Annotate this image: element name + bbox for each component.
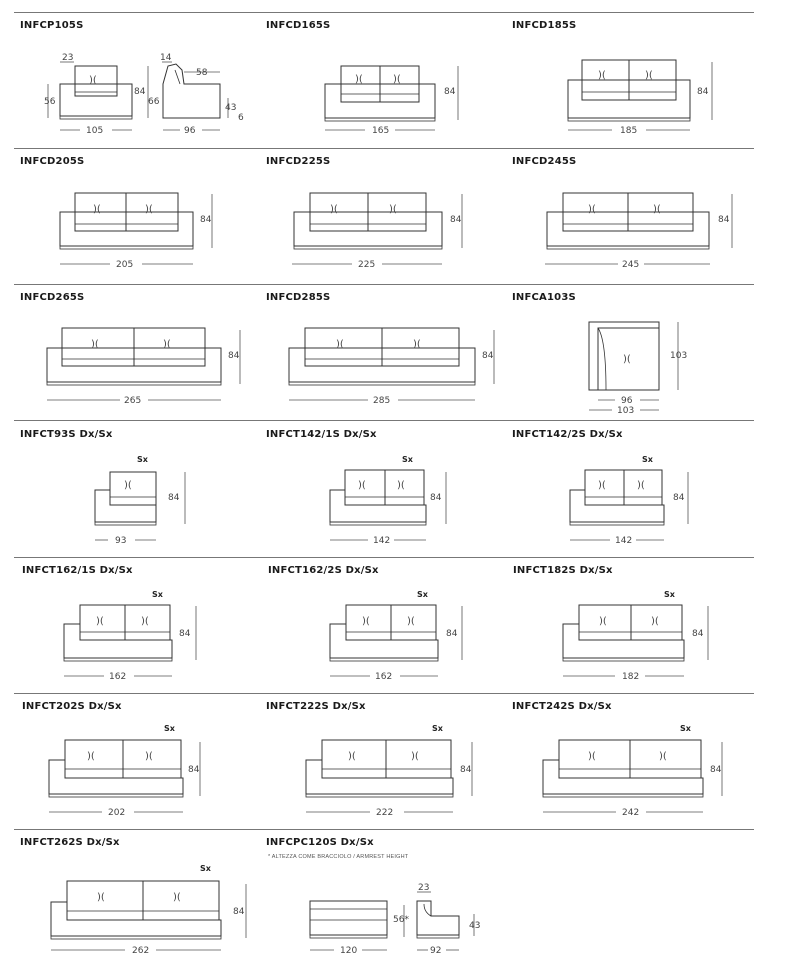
model-code: INFCT162/2S Dx/Sx bbox=[268, 565, 379, 576]
model-code: INFCT222S Dx/Sx bbox=[266, 701, 366, 712]
dim-label: 84 bbox=[228, 351, 240, 361]
dim-label: 245 bbox=[622, 260, 640, 270]
svg-text:)(: )( bbox=[145, 204, 153, 215]
dim-label: 84 bbox=[450, 215, 462, 225]
svg-text:)(: )( bbox=[91, 339, 99, 350]
dim-label: 142 bbox=[373, 536, 391, 546]
svg-text:)(: )( bbox=[173, 892, 181, 903]
dim-label: 84 bbox=[168, 493, 180, 503]
dim-label: 103 bbox=[670, 351, 688, 361]
model-code: INFCA103S bbox=[512, 292, 576, 303]
dim-label: 103 bbox=[617, 406, 635, 416]
dim-label: 84 bbox=[460, 765, 472, 775]
model-code: INFCP105S bbox=[20, 20, 84, 31]
dim-label: 84 bbox=[718, 215, 730, 225]
side-label: Sx bbox=[200, 864, 211, 873]
side-label: Sx bbox=[152, 590, 163, 599]
svg-text:)(: )( bbox=[141, 616, 149, 627]
dim-label: 84 bbox=[430, 493, 442, 503]
svg-text:)(: )( bbox=[145, 751, 153, 762]
svg-text:)(: )( bbox=[598, 480, 606, 491]
armrest-height-note: * ALTEZZA COME BRACCIOLO / ARMREST HEIGHT bbox=[268, 854, 409, 860]
dim-label: 84 bbox=[673, 493, 685, 503]
svg-text:)(: )( bbox=[93, 204, 101, 215]
model-code: INFCT162/1S Dx/Sx bbox=[22, 565, 133, 576]
dim-label: 43 bbox=[469, 921, 481, 931]
model-code: INFCPC120S Dx/Sx bbox=[266, 837, 374, 848]
svg-text:)(: )( bbox=[389, 204, 397, 215]
dim-label: 205 bbox=[116, 260, 134, 270]
dim-label: 84 bbox=[233, 907, 245, 917]
dim-label: 202 bbox=[108, 808, 126, 818]
model-code: INFCT142/1S Dx/Sx bbox=[266, 429, 377, 440]
svg-text:)(: )( bbox=[87, 751, 95, 762]
dim-label: 265 bbox=[124, 396, 142, 406]
svg-text:)(: )( bbox=[659, 751, 667, 762]
model-code: INFCT242S Dx/Sx bbox=[512, 701, 612, 712]
dim-label: 43 bbox=[225, 103, 237, 113]
model-code: INFCD225S bbox=[266, 156, 331, 167]
side-label: Sx bbox=[680, 724, 691, 733]
model-code: INFCD185S bbox=[512, 20, 577, 31]
side-label: Sx bbox=[432, 724, 443, 733]
svg-text:)(: )( bbox=[623, 354, 631, 365]
svg-text:)(: )( bbox=[330, 204, 338, 215]
side-label: Sx bbox=[417, 590, 428, 599]
model-code: INFCD265S bbox=[20, 292, 85, 303]
svg-text:)(: )( bbox=[393, 74, 401, 85]
svg-text:)(: )( bbox=[163, 339, 171, 350]
model-code: INFCT93S Dx/Sx bbox=[20, 429, 113, 440]
dim-label: 92 bbox=[430, 946, 442, 956]
svg-text:)(: )( bbox=[651, 616, 659, 627]
dim-label: 96 bbox=[184, 126, 196, 136]
model-code: INFCD165S bbox=[266, 20, 331, 31]
dim-label: 66 bbox=[148, 97, 160, 107]
svg-text:)(: )( bbox=[588, 204, 596, 215]
dim-label: 162 bbox=[375, 672, 393, 682]
dim-label: 56 bbox=[44, 97, 56, 107]
dim-label: 6 bbox=[238, 113, 244, 123]
side-label: Sx bbox=[642, 455, 653, 464]
svg-text:)(: )( bbox=[96, 616, 104, 627]
svg-text:)(: )( bbox=[645, 70, 653, 81]
svg-text:)(: )( bbox=[588, 751, 596, 762]
side-label: Sx bbox=[164, 724, 175, 733]
dim-label: 96 bbox=[621, 396, 633, 406]
dim-label: 84 bbox=[446, 629, 458, 639]
svg-text:)(: )( bbox=[355, 74, 363, 85]
dim-label: 58 bbox=[196, 68, 208, 78]
dim-label: 142 bbox=[615, 536, 633, 546]
model-code: INFCT202S Dx/Sx bbox=[22, 701, 122, 712]
dim-label: 182 bbox=[622, 672, 640, 682]
dim-label: 162 bbox=[109, 672, 127, 682]
dim-label: 23 bbox=[418, 883, 430, 893]
dim-label: 225 bbox=[358, 260, 376, 270]
svg-text:)(: )( bbox=[599, 616, 607, 627]
model-code: INFCD205S bbox=[20, 156, 85, 167]
dim-label: 23 bbox=[62, 53, 74, 63]
dim-label: 84 bbox=[200, 215, 212, 225]
model-code: INFCD285S bbox=[266, 292, 331, 303]
svg-text:)(: )( bbox=[598, 70, 606, 81]
model-code: INFCD245S bbox=[512, 156, 577, 167]
svg-text:)(: )( bbox=[348, 751, 356, 762]
dim-label: 84 bbox=[188, 765, 200, 775]
dim-label: 93 bbox=[115, 536, 127, 546]
svg-text:)(: )( bbox=[362, 616, 370, 627]
dim-label: 222 bbox=[376, 808, 394, 818]
dim-label: 84 bbox=[444, 87, 456, 97]
dim-label: 84 bbox=[692, 629, 704, 639]
dim-label: 105 bbox=[86, 126, 104, 136]
model-code: INFCT182S Dx/Sx bbox=[513, 565, 613, 576]
svg-text:)(: )( bbox=[653, 204, 661, 215]
svg-text:)(: )( bbox=[97, 892, 105, 903]
model-code: INFCT142/2S Dx/Sx bbox=[512, 429, 623, 440]
model-code: INFCT262S Dx/Sx bbox=[20, 837, 120, 848]
side-label: Sx bbox=[402, 455, 413, 464]
dim-label: 84 bbox=[482, 351, 494, 361]
svg-text:)(: )( bbox=[397, 480, 405, 491]
svg-text:)(: )( bbox=[124, 480, 132, 491]
svg-text:)(: )( bbox=[637, 480, 645, 491]
dim-label: 84 bbox=[179, 629, 191, 639]
dim-label: 84 bbox=[697, 87, 709, 97]
side-label: Sx bbox=[664, 590, 675, 599]
svg-text:)(: )( bbox=[89, 75, 97, 86]
dim-label: 14 bbox=[160, 53, 172, 63]
dim-label: 84 bbox=[710, 765, 722, 775]
dim-label: 185 bbox=[620, 126, 638, 136]
svg-text:)(: )( bbox=[407, 616, 415, 627]
dim-label: 56* bbox=[393, 915, 409, 925]
dim-label: 120 bbox=[340, 946, 358, 956]
dim-label: 285 bbox=[373, 396, 391, 406]
dim-label: 262 bbox=[132, 946, 150, 956]
dim-label: 165 bbox=[372, 126, 390, 136]
dim-label: 84 bbox=[134, 87, 146, 97]
svg-text:)(: )( bbox=[358, 480, 366, 491]
svg-text:)(: )( bbox=[413, 339, 421, 350]
svg-text:)(: )( bbox=[411, 751, 419, 762]
side-label: Sx bbox=[137, 455, 148, 464]
svg-text:)(: )( bbox=[336, 339, 344, 350]
dim-label: 242 bbox=[622, 808, 640, 818]
